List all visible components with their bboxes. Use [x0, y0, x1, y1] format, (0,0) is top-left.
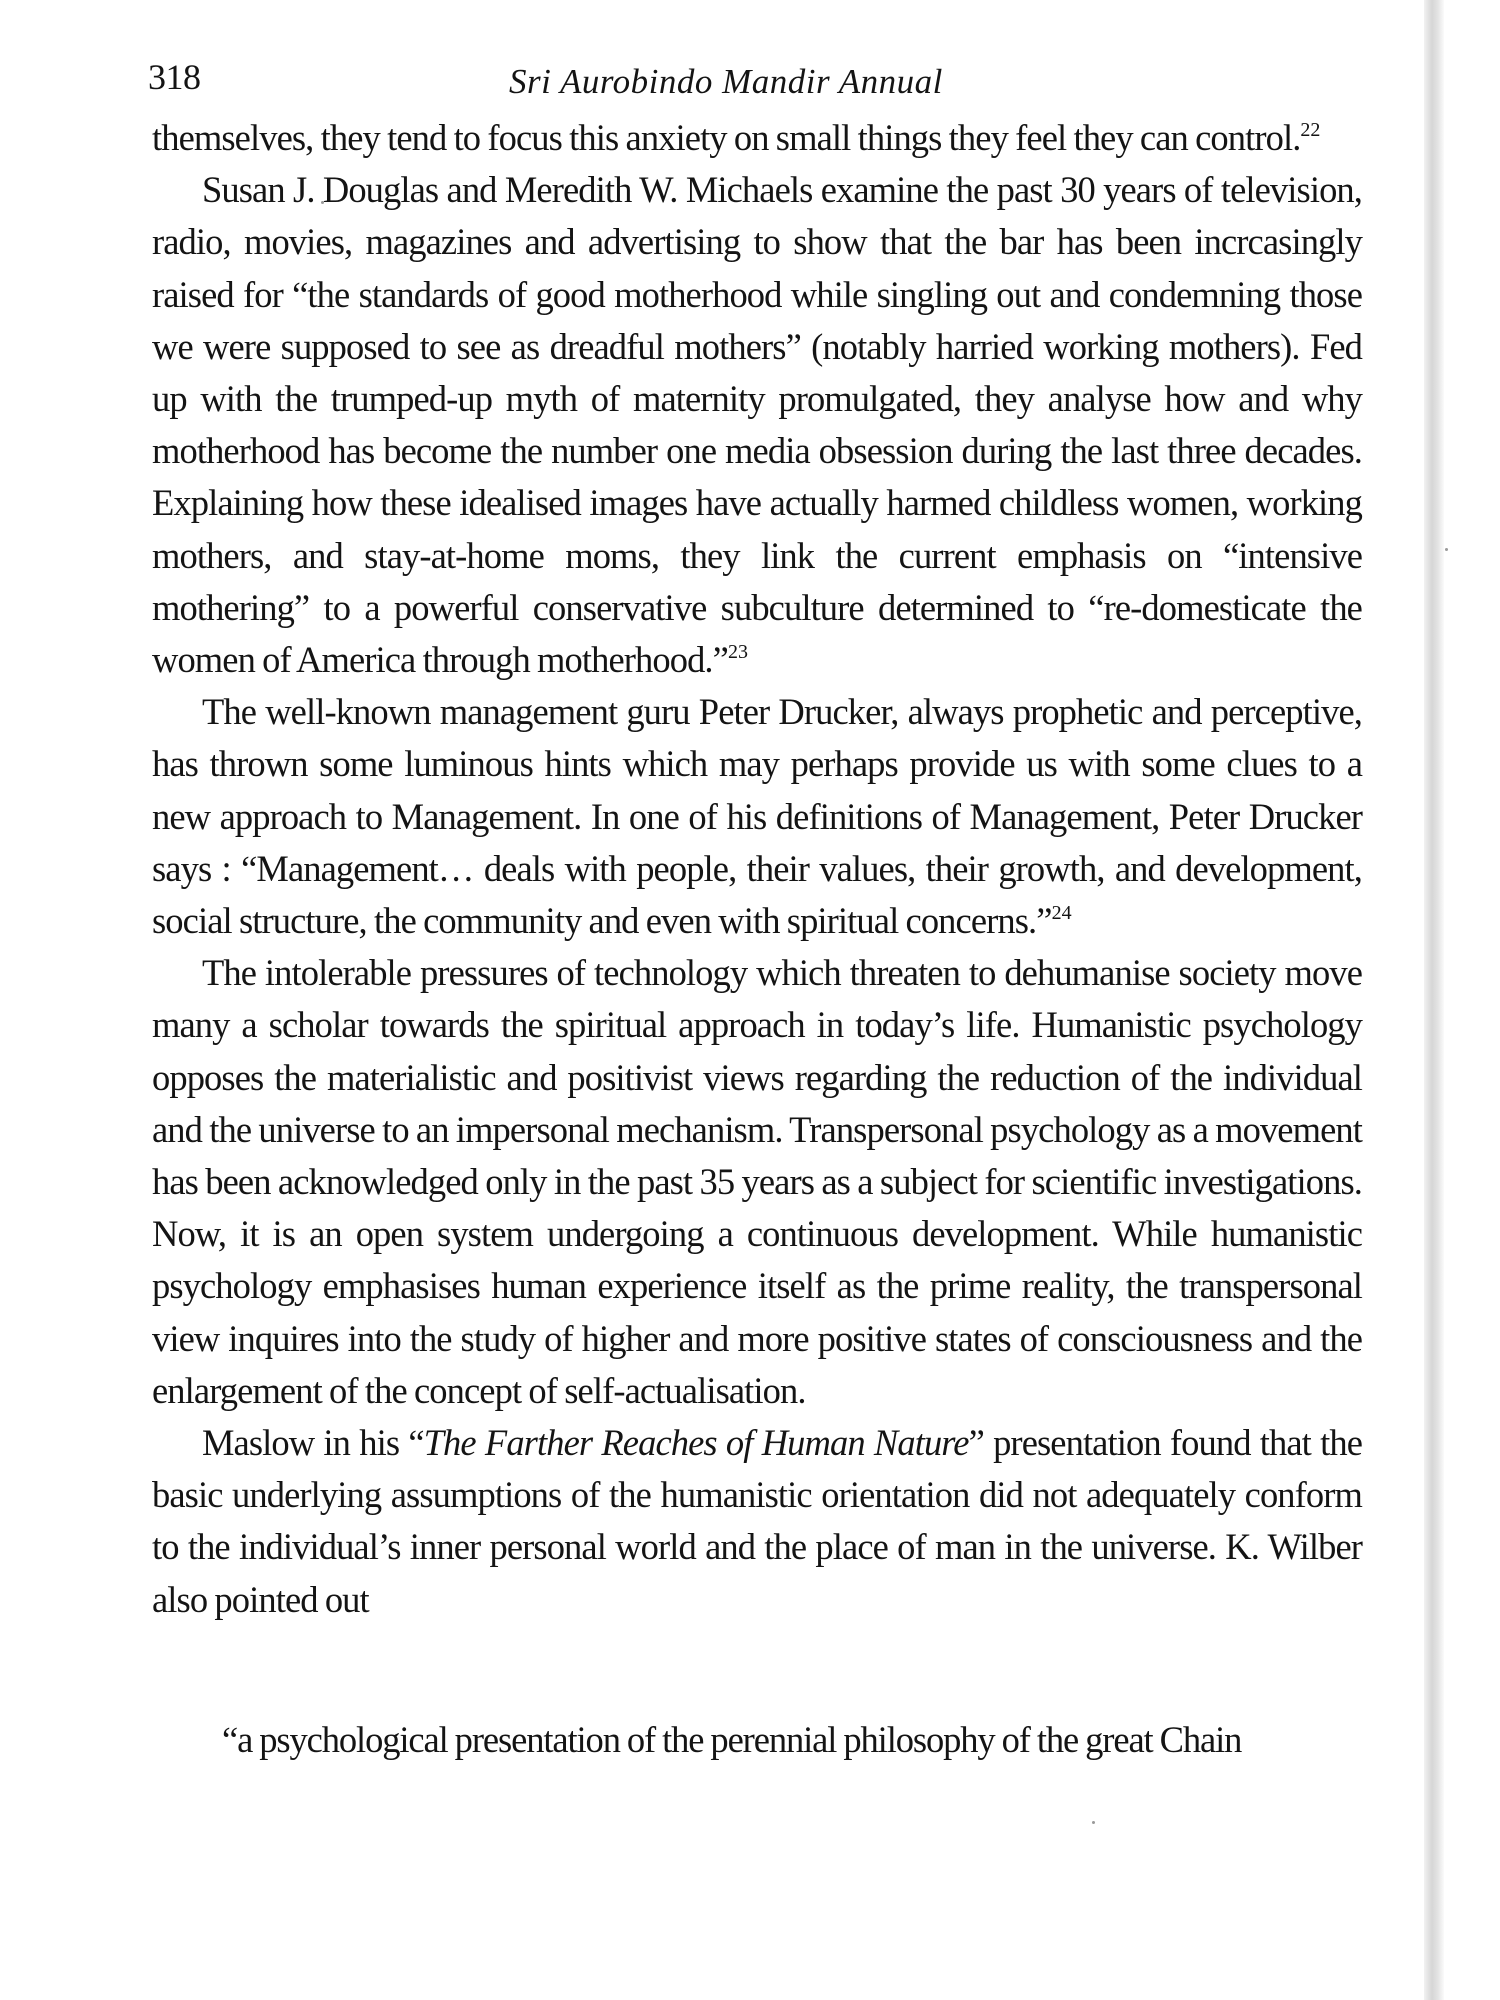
- footnote-ref: 24: [1051, 902, 1072, 925]
- running-head: [148, 0, 1362, 112]
- paragraph: [152, 112, 1362, 164]
- footnote-ref: 23: [727, 641, 748, 664]
- book-title: The Farther Reaches of Human Nature: [423, 1422, 969, 1464]
- scan-speck: [1445, 548, 1448, 551]
- blockquote: [222, 1714, 1362, 1766]
- page-number: 318: [148, 57, 201, 97]
- paragraph: [152, 1417, 1362, 1626]
- scan-speck: [1092, 1821, 1095, 1824]
- paragraph: [152, 164, 1362, 686]
- paragraph-text: themselves, they tend to focus this anxiety on small things they feel they can control.: [152, 117, 1301, 158]
- journal-title: Sri Aurobindo Mandir Annual: [509, 62, 943, 101]
- paragraph-text: ” presentation found that the basic underlying assumptions of the humanistic orientation did not adequately conform to the individual’s inner personal world and the place of man in the universe. K. Wilber also pointed out: [152, 1422, 1363, 1620]
- blockquote-text: “a psychological presentation of the perennial philosophy of the great Chain: [222, 1718, 1242, 1760]
- document-page: [148, 0, 1363, 1766]
- page-binding-edge: [1424, 0, 1444, 2000]
- paragraph: [152, 947, 1362, 1417]
- footnote-ref: 22: [1300, 119, 1321, 141]
- paragraph: [152, 686, 1362, 947]
- paragraph-text: Susan J. Douglas and Meredith W. Michaels examine the past 30 years of television, radio, movies, magazines and advertising to show that the bar has been incrcasingly raised for “the standards of good motherhood while singling out and condemning those we were supposed to see as dreadful mothers” (notably harried working mothers). Fed up with the trumped-up myth of maternity promulgated, they analyse how and why motherhood has become the number one media obsession during the last three decades. Explaining how these idealised images have actually harmed childless women, working mothers, and stay-at-home moms, they link the current emphasis on “intensive mothering” to a powerful conservative subculture determined to “re-domesticate the women of America through motherhood.”: [152, 169, 1362, 681]
- paragraph-text: The well-known management guru Peter Drucker, always prophetic and perceptive, has thrown some luminous hints which may perhaps provide us with some clues to a new approach to Management. In one of his definitions of Management, Peter Drucker says : “Management… deals with people, their values, their growth, and development, social structure, the community and even with spiritual concerns.”: [152, 691, 1362, 942]
- paragraph-text: Maslow in his “: [202, 1422, 424, 1464]
- body-text: [152, 112, 1362, 1626]
- paragraph-text: The intolerable pressures of technology which threaten to dehumanise society move many a scholar towards the spiritual approach in today’s life. Humanistic psychology opposes the materialistic and positivist views regarding the reduction of the individual and the universe to an impersonal mechanism. Transpersonal psychology as a movement has been acknowledged only in the past 35 years as a subject for scientific investigations. Now, it is an open system undergoing a continuous development. While humanistic psychology emphasises human experience itself as the prime reality, the transpersonal view inquires into the study of higher and more positive states of consciousness and the enlargement of the concept of self-actualisation.: [152, 952, 1362, 1411]
